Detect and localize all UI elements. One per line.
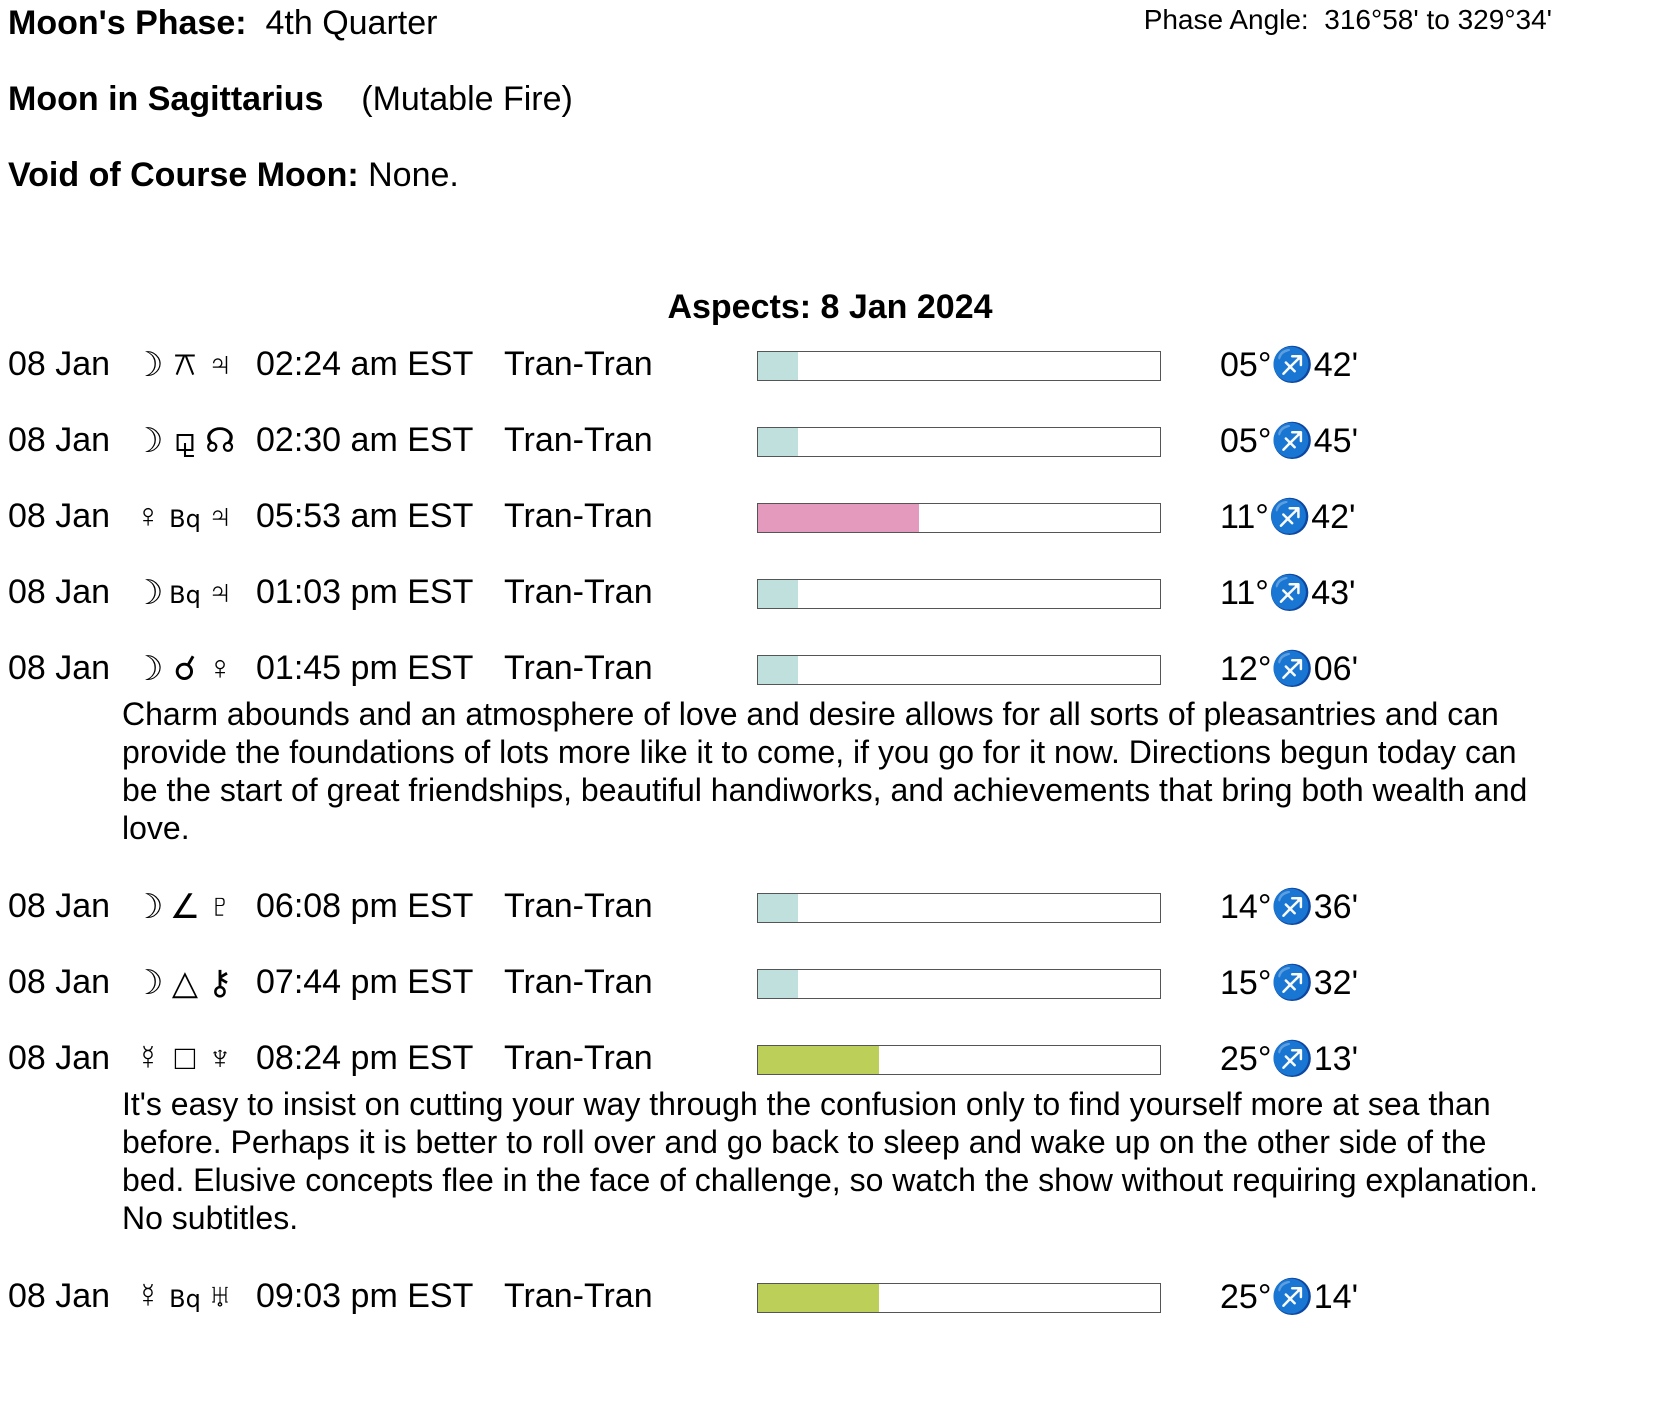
aspect-position: 14°♐36' <box>1220 888 1359 926</box>
aspect-time: 02:24 am EST <box>256 345 474 383</box>
aspect-row <box>0 1037 1660 1113</box>
moon-phase-line <box>8 4 437 43</box>
aspect-row <box>0 885 1660 961</box>
strength-bar-fill <box>758 580 798 608</box>
strength-bar-fill <box>758 894 798 922</box>
planet1-glyph: ♀ <box>135 497 161 535</box>
planet1-glyph: ☽ <box>133 346 164 384</box>
aspect-row <box>0 343 1660 419</box>
planet2-glyph: ♃ <box>207 345 233 383</box>
planet2-glyph: ⚷ <box>207 964 233 1002</box>
aspect-glyph: Bq <box>169 581 201 609</box>
aspect-description: Charm abounds and an atmosphere of love and desire allows for all sorts of pleasantries and can provide the foundations of lots more like it to come, if you go for it now. Directions begun today can be the start of great friendships, beautiful handiworks, and achievements that bring both wealth and love. <box>122 696 1528 846</box>
aspects-title: Aspects: 8 Jan 2024 <box>667 288 993 326</box>
strength-bar-fill <box>758 352 798 380</box>
aspect-glyph: ⚻ <box>173 345 197 383</box>
aspect-glyph: □ <box>174 1039 196 1077</box>
strength-bar <box>757 503 1161 533</box>
aspect-row <box>0 647 1660 723</box>
planet1-glyph: ☽ <box>133 888 164 926</box>
aspect-row <box>0 961 1660 1037</box>
planet1-glyph: ☿ <box>135 1277 161 1315</box>
moon-phase-label: Moon's Phase: <box>8 4 247 42</box>
aspect-type: Tran-Tran <box>504 649 653 687</box>
aspect-date: 08 Jan <box>8 887 111 925</box>
planet1-glyph: ☽ <box>133 574 164 612</box>
aspect-position: 05°♐45' <box>1220 422 1359 460</box>
aspect-time: 01:03 pm EST <box>256 573 474 611</box>
void-of-course-label: Void of Course Moon: <box>8 156 359 194</box>
aspect-type: Tran-Tran <box>504 421 653 459</box>
aspect-date: 08 Jan <box>8 1039 111 1077</box>
strength-bar <box>757 427 1161 457</box>
aspect-position: 12°♐06' <box>1220 650 1359 688</box>
planet1-glyph: ☽ <box>133 964 164 1002</box>
strength-bar-fill <box>758 504 919 532</box>
void-of-course-line <box>8 156 459 195</box>
planet2-glyph: ♀ <box>207 649 233 687</box>
strength-bar-fill <box>758 1284 879 1312</box>
aspect-type: Tran-Tran <box>504 963 653 1001</box>
aspect-date: 08 Jan <box>8 421 111 459</box>
planet2-glyph: ♃ <box>207 573 233 611</box>
aspect-position: 25°♐13' <box>1220 1040 1359 1078</box>
aspect-date: 08 Jan <box>8 649 111 687</box>
aspect-time: 09:03 pm EST <box>256 1277 474 1315</box>
aspect-glyph: ∠ <box>169 888 201 926</box>
planet1-glyph: ☽ <box>133 650 164 688</box>
strength-bar <box>757 579 1161 609</box>
moon-phase-value: 4th Quarter <box>265 4 438 42</box>
aspect-type: Tran-Tran <box>504 573 653 611</box>
aspect-type: Tran-Tran <box>504 497 653 535</box>
aspect-type: Tran-Tran <box>504 1277 653 1315</box>
aspect-time: 01:45 pm EST <box>256 649 474 687</box>
aspect-type: Tran-Tran <box>504 345 653 383</box>
void-of-course-value: None. <box>368 156 459 194</box>
aspect-type: Tran-Tran <box>504 887 653 925</box>
strength-bar <box>757 893 1161 923</box>
strength-bar <box>757 1045 1161 1075</box>
strength-bar <box>757 1283 1161 1313</box>
aspect-row <box>0 495 1660 571</box>
planet1-glyph: ☿ <box>135 1039 161 1077</box>
aspect-row <box>0 1275 1660 1351</box>
moon-sign-line <box>8 80 573 119</box>
aspect-date: 08 Jan <box>8 345 111 383</box>
moon-sign-value: (Mutable Fire) <box>361 80 573 118</box>
aspect-glyph: Bq <box>169 1285 201 1313</box>
aspect-position: 05°♐42' <box>1220 346 1359 384</box>
planet2-glyph: ♇ <box>207 887 233 925</box>
aspect-glyph: Bq <box>169 505 201 533</box>
aspect-position: 25°♐14' <box>1220 1278 1359 1316</box>
aspect-time: 02:30 am EST <box>256 421 474 459</box>
aspect-position: 15°♐32' <box>1220 964 1359 1002</box>
aspect-time: 05:53 am EST <box>256 497 474 535</box>
aspect-description: It's easy to insist on cutting your way through the confusion only to find yourself more at sea than before. Perhaps it is better to roll over and go back to sleep and wake up on the other side of the bed. Elusive concepts flee in the face of challenge, so watch the show without requiring explanation. No subtitles. <box>122 1086 1538 1236</box>
strength-bar-fill <box>758 428 798 456</box>
phase-angle-label: Phase Angle: <box>1143 4 1309 35</box>
aspect-type: Tran-Tran <box>504 1039 653 1077</box>
strength-bar <box>757 655 1161 685</box>
aspect-time: 08:24 pm EST <box>256 1039 474 1077</box>
strength-bar <box>757 969 1161 999</box>
aspect-glyph: △ <box>171 964 199 1002</box>
aspect-row <box>0 571 1660 647</box>
aspects-list <box>0 343 1660 1351</box>
planet2-glyph: ☊ <box>205 422 236 460</box>
aspect-position: 11°♐43' <box>1220 574 1356 612</box>
aspect-glyph: ⚼ <box>173 421 197 459</box>
strength-bar-fill <box>758 970 798 998</box>
phase-angle <box>1144 4 1552 36</box>
aspect-time: 06:08 pm EST <box>256 887 474 925</box>
aspect-date: 08 Jan <box>8 573 111 611</box>
strength-bar <box>757 351 1161 381</box>
strength-bar-fill <box>758 1046 879 1074</box>
aspect-glyph: ☌ <box>173 650 197 688</box>
aspect-date: 08 Jan <box>8 963 111 1001</box>
planet2-glyph: ♆ <box>207 1039 233 1077</box>
planet2-glyph: ♅ <box>207 1277 233 1315</box>
aspect-position: 11°♐42' <box>1220 498 1356 536</box>
planet1-glyph: ☽ <box>133 422 164 460</box>
moon-sign-label: Moon in Sagittarius <box>8 80 324 118</box>
aspect-date: 08 Jan <box>8 497 111 535</box>
phase-angle-value: 316°58' to 329°34' <box>1324 4 1552 35</box>
aspect-row <box>0 419 1660 495</box>
aspect-date: 08 Jan <box>8 1277 111 1315</box>
strength-bar-fill <box>758 656 798 684</box>
planet2-glyph: ♃ <box>207 497 233 535</box>
aspect-time: 07:44 pm EST <box>256 963 474 1001</box>
